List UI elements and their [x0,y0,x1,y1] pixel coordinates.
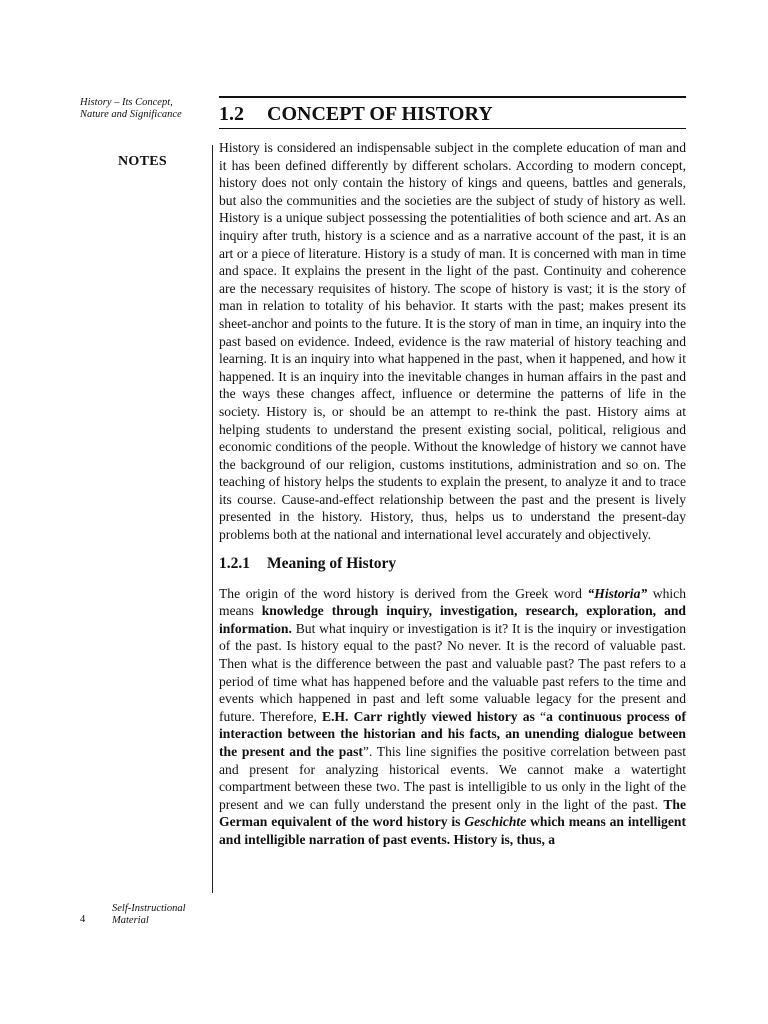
footer-label-line-2: Material [112,915,149,926]
running-head-line-1: History – Its Concept, [80,97,173,108]
section-title: CONCEPT OF HISTORY [267,103,493,125]
section-paragraph: History is considered an indispensable subject in the complete education of man and it has been defined differently by different scholars. According to modern concept, history does not only contain the history of kings and queens, battles and generals, but also the communities and the societies are the subject of study of history as well. History is a unique subject possessing the potentialities of both science and art. As an inquiry after truth, history is a science and as a narrative account of the past, it is an art or a piece of literature. History is a study of man. It is concerned with man in time and space. It explains the present in the light of the past. Continuity and coherence are the necessary requisites of history. The scope of history is vast; it is the story of man in relation to totality of his behavior. It starts with the past; makes present its sheet-anchor and points to the future. It is the story of man in time, an inquiry into the past based on evidence. Indeed, evidence is the raw material of history teaching and learning. It is an inquiry into what happened in the past, when it happened, and how it happened. It is an inquiry into the inevitable changes in human affairs in the past and the ways these changes affect, influence or determine the patterns of life in the society. History is, or should be an attempt to re-think the past. History aims at helping students to understand the present existing social, political, religious and economic conditions of the people. Without the knowledge of history we cannot have the background of our religion, customs institutions, administration and so on. The teaching of history helps the students to explain the present, to analyze it and to trace its course. Cause-and-effect relationship between the past and the present is lively presented in the history. History, thus, helps us to understand the present-day problems both at the national and international level accurately and objectively. [219,140,686,543]
page-number: 4 [80,914,86,925]
section-number: 1.2 [219,103,244,125]
subsection-heading [219,553,686,575]
text-segment-bold-italic: Geschichte [464,814,527,830]
text-segment-bold: E.H. Carr rightly viewed history as [321,708,535,724]
margin-divider [212,145,213,893]
subsection-number: 1.2.1 [219,554,250,572]
heading-rule [219,128,686,129]
main-text-column [219,139,686,849]
text-segment-bold: The German equivalent of the word history is [219,796,686,830]
text-segment: which means [219,585,686,619]
subsection-paragraph [219,585,686,849]
text-segment-bold: knowledge through inquiry, investigation, research, exploration, and information. [219,603,686,636]
notes-margin-label: NOTES [118,154,167,169]
text-segment-bold: a continuous process of interaction between the historian and his facts, an unending dialogue between the present and the past [219,708,686,759]
text-segment: But what inquiry or investigation is it? It is the inquiry or investigation of the past. Is history equal to the past? No never. It is the record of valuable past. Then what is the difference between the past and valuable past? The past refers to a period of time what has happened before and the valuable past refers to the time and events which happened in past and left some valuable legacy for the present and future. Therefore, [219,620,686,724]
top-rule [219,96,686,98]
subsection-title: Meaning of History [267,554,397,572]
running-head [80,97,210,121]
text-segment-bold-italic: “Historia” [587,585,648,601]
footer-label-line-1: Self-Instructional [112,903,186,914]
text-segment: “ [534,708,547,724]
text-segment: The origin of the word history is derived from the Greek word [219,585,588,601]
section-heading [219,101,686,127]
running-head-line-2: Nature and Significance [80,109,182,120]
text-segment: ”. This line signifies the positive correlation between past and present for analyzing historical events. We cannot make a watertight compartment between these two. The past is intelligible to us only in the light of the present and we can fully understand the present only in the light of the past. [219,744,687,812]
text-segment-bold: which means an intelligent and intelligible narration of past events. History is, thus, a [219,814,686,847]
footer-label [112,903,186,927]
